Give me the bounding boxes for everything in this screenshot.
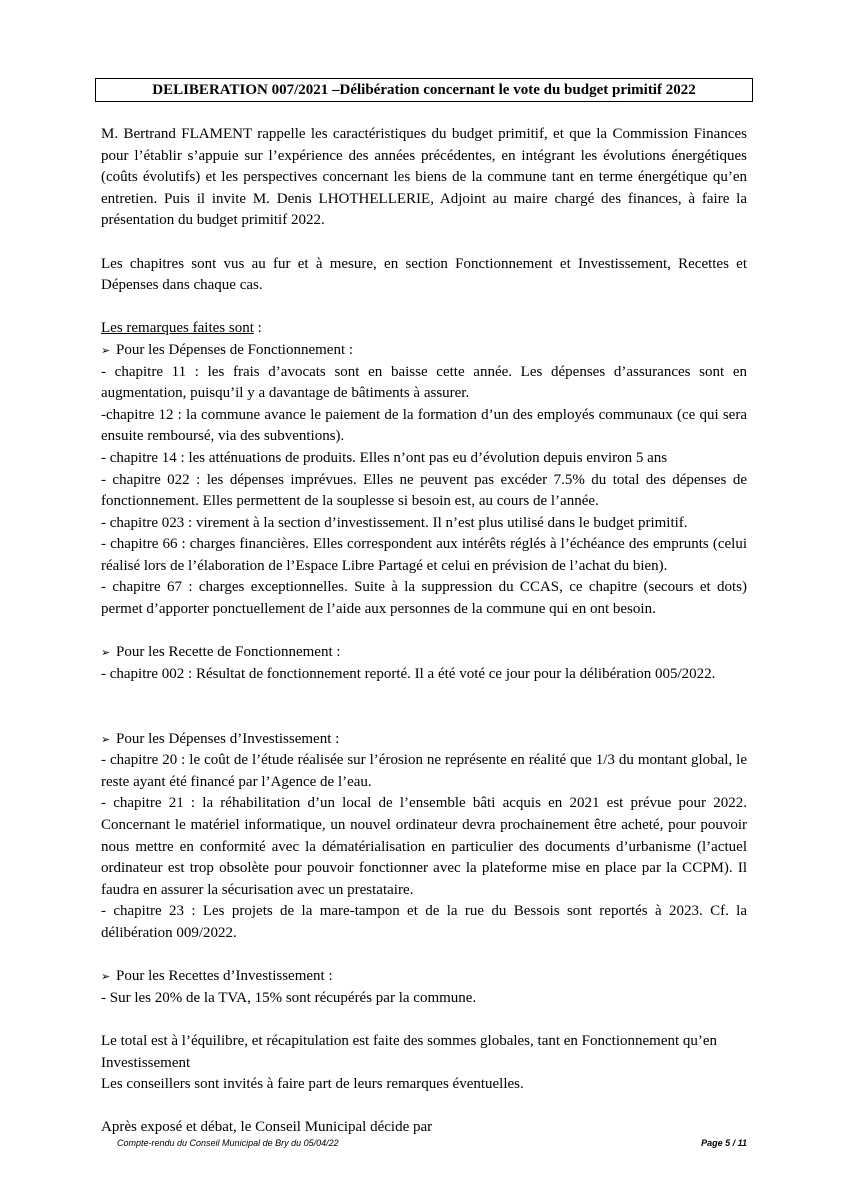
section-heading-text: Pour les Dépenses de Fonctionnement : bbox=[116, 341, 354, 358]
arrow-bullet-icon: ➢ bbox=[101, 646, 111, 660]
list-item: - chapitre 67 : charges exceptionnelles. Suite à la suppression du CCAS, ce chapitre (secours et dots) permet d’apporter ponctuellement de l’aide aux personnes de la commune qui en ont besoin. bbox=[101, 579, 747, 618]
section-heading-text: Pour les Recettes d’Investissement : bbox=[116, 968, 333, 985]
conclusion-paragraph: Après exposé et débat, le Conseil Municipal décide par bbox=[101, 1119, 433, 1136]
section-heading-depenses-fonctionnement bbox=[101, 340, 747, 362]
total-paragraph: Le total est à l’équilibre, et récapitulation est faite des sommes globales, tant en Fonctionnement qu’en Investissement bbox=[101, 1032, 718, 1071]
list-item: - chapitre 66 : charges financières. Elles correspondent aux intérêts réglés à l’échéance des emprunts (celui réalisé lors de l’élaboration de l’Espace Libre Partagé et celui en prévision de l’achat du bien). bbox=[101, 536, 747, 574]
list-item: -chapitre 12 : la commune avance le paiement de la formation d’un des employés communaux (ce qui sera ensuite remboursé, via des subventions). bbox=[101, 406, 747, 445]
document-body bbox=[101, 124, 747, 1139]
deliberation-title: DELIBERATION 007/2021 –Délibération concernant le vote du budget primitif 2022 bbox=[95, 78, 753, 102]
arrow-bullet-icon: ➢ bbox=[101, 732, 111, 746]
remarks-colon: : bbox=[253, 320, 262, 337]
list-item: - Sur les 20% de la TVA, 15% sont récupérés par la commune. bbox=[101, 989, 477, 1006]
remarks-heading-line bbox=[101, 318, 747, 340]
section-heading-text: Pour les Recette de Fonctionnement : bbox=[116, 644, 341, 661]
list-item: - chapitre 20 : le coût de l’étude réalisée sur l’érosion ne représente en réalité que 1/3 du montant global, le reste ayant été financé par l’Agence de l’eau. bbox=[101, 752, 747, 790]
list-item: - chapitre 23 : Les projets de la mare-tampon et de la rue du Bessois sont reportés à 2023. Cf. la délibération 009/2022. bbox=[101, 903, 747, 941]
section-heading-recette-fonctionnement bbox=[101, 642, 747, 664]
section-heading-depenses-investissement bbox=[101, 729, 747, 751]
list-item: - chapitre 023 : virement à la section d’investissement. Il n’est plus utilisé dans le budget primitif. bbox=[101, 514, 688, 531]
conseillers-paragraph: Les conseillers sont invités à faire part de leurs remarques éventuelles. bbox=[101, 1076, 524, 1093]
page-footer bbox=[117, 1135, 747, 1151]
list-item: - chapitre 022 : les dépenses imprévues. Elles ne peuvent pas excéder 7.5% du total des dépenses de fonctionnement. Elles permettent de la souplesse si besoin est, au cours de l’année. bbox=[101, 471, 747, 510]
footer-document-name: Compte-rendu du Conseil Municipal de Bry du 05/04/22 bbox=[117, 1138, 339, 1148]
remarks-heading: Les remarques faites sont bbox=[101, 320, 254, 337]
list-item: - chapitre 002 : Résultat de fonctionnement reporté. Il a été voté ce jour pour la délibération 005/2022. bbox=[101, 665, 716, 682]
section-heading-recettes-investissement bbox=[101, 966, 747, 988]
list-item: - chapitre 11 : les frais d’avocats sont en baisse cette année. Les dépenses d’assurances sont en augmentation, puisqu’il y a davantage de bâtiments à assurer. bbox=[101, 363, 747, 402]
list-item: - chapitre 21 : la réhabilitation d’un local de l’ensemble bâti acquis en 2021 est prévue pour 2022. Concernant le matériel informatique, un nouvel ordinateur devra prochainement être acheté, pour pouvoir nous mettre en conformité avec la dématérialisation en particulier des documents d’urbanisme (l’actuel ordinateur est trop obsolète pour pouvoir fonctionner avec la plateforme mise en place par la CCPM). Il faudra en assurer la sécurisation avec un prestataire. bbox=[101, 795, 747, 898]
section-heading-text: Pour les Dépenses d’Investissement : bbox=[116, 730, 340, 747]
intro-paragraph: M. Bertrand FLAMENT rappelle les caractéristiques du budget primitif, et que la Commission Finances pour l’établir s’appuie sur l’expérience des années précédentes, en intégrant les évolutions énergétiques (coûts évolutifs) et les perspectives concernant les biens de la commune tant en terme énergétique qu’en entretien. Puis il invite M. Denis LHOTHELLERIE, Adjoint au maire chargé des finances, à faire la présentation du budget primitif 2022. bbox=[101, 126, 747, 229]
list-item: - chapitre 14 : les atténuations de produits. Elles n’ont pas eu d’évolution depuis environ 5 ans bbox=[101, 449, 668, 466]
footer-page-number: Page 5 / 11 bbox=[701, 1138, 747, 1148]
chapters-intro-paragraph: Les chapitres sont vus au fur et à mesure, en section Fonctionnement et Investissement, Recettes et Dépenses dans chaque cas. bbox=[101, 255, 747, 294]
arrow-bullet-icon: ➢ bbox=[101, 343, 111, 357]
arrow-bullet-icon: ➢ bbox=[101, 970, 111, 984]
